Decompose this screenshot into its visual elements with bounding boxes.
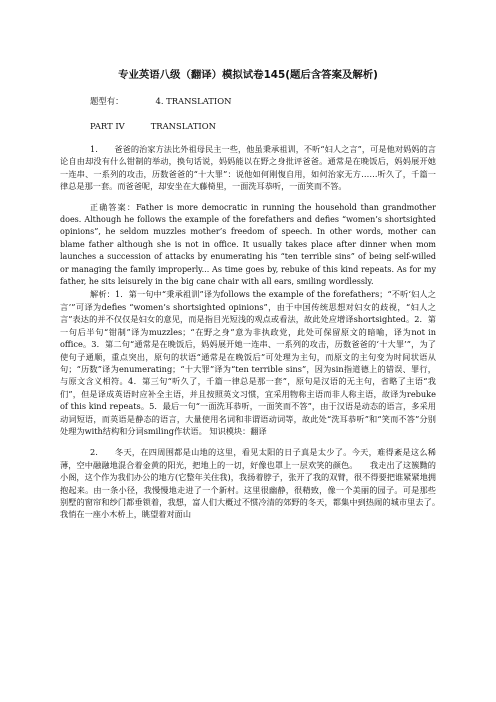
question-1-text: 1. 爸爸的治家方法比外祖母民主一些，他虽秉承祖训，不听“妇人之言”，可是他对妈妈的言论自由却没有什么钳制的举动，换句话说，妈妈能以在野之身批评爸爸。通常是在晚饭后，妈妈展开她一连串、一系列的攻击，历数爸爸的“十大罪”：说他如何刚愎自用，如何治家无方……听久了，千篇一律总是那一套。而爸爸呢，却安坐在大藤椅里，一面洗耳恭听，一面笑而不答。 <box>60 144 436 192</box>
question-type-line <box>90 95 436 107</box>
question-1-analysis: 解析：1．第一句中“秉承祖训”译为follows the example of the forefathers；“不听‘妇人之言’”可译为defies “women’s shortsighted opinions”，由于中国传统思想对妇女的歧视，“妇人之言”表达的并不仅仅是妇女的意见，而是指目光短浅的观点或看法，故此处应增译shortsighted。2．第一句后半句“钳制”译为muzzles；“在野之身”意为非执政党，此处可保留原文的暗喻，译为not in office。3．第二句“通常是在晚饭后，妈妈展开她一连串、一系列的攻击，历数爸爸的‘十大罪’”，为了使句子通顺，重点突出，原句的状语“通常是在晚饭后”可处理为主句，而原文的主句变为时间状语从句；“历数”译为enumerating；“十大罪”译为“ten terrible sins”，因为sin指道德上的错误、罪行，与原文含义相符。4．第三句“听久了，千篇一律总是那一套”，原句是汉语的无主句，省略了主语“我们”，但是译成英语时应补全主语，并且按照英文习惯，宜采用物称主语而非人称主语，故译为rebuke of this kind repeats。5．最后一句“一面洗耳恭听，一面笑而不答”，由于汉语是动态的语言，多采用动词短语，而英语是静态的语言，大量使用名词和非谓语动词等，故此处“洗耳恭听”和“笑而不答”分别处理为with结构和分词smiling作状语。 知识模块：翻译 <box>60 289 436 436</box>
question-type-value: 4. TRANSLATION <box>155 96 232 106</box>
page-title: 专业英语八级（翻译）模拟试卷145(题后含答案及解析) <box>118 69 378 81</box>
question-1-answer: 正确答案：Father is more democratic in running the household than grandmother does. Although he follows the example of the forefathers and defies “women’s shortsighted opinions”, he seldom muzzles mother’s freedom of speech. In other words, mother can blame father although she is not in office. It usually takes place after dinner when mom launches a succession of attacks by enumerating his “ten terrible sins” of being self-willed or managing the family improperly... As time goes by, rebuke of this kind repeats. As for my father, he sits leisurely in the big cane chair with all ears, smiling wordlessly. <box>60 202 436 287</box>
part-number: PART IV <box>90 121 125 131</box>
part-name: TRANSLATION <box>150 121 216 131</box>
part-heading <box>90 121 436 131</box>
question-type-label: 题型有： <box>90 96 124 106</box>
question-2-text: 2. 冬天，在四周围都是山地的这里，看见太阳的日子真是太少了。今天，难得紊是这么稀薄，空中融融地混合着金黄的阳光，把地上的一切，好像也罩上一层欢笑的颜色。 我走出了这簇黝的小阁，这个作为我们办公的地方(它整年关住我)，我扬着脖子，张开了我的双臂，很不得要把谁紧紧地拥抱起来。由一条小径，我慢慢地走进了一个新村。这里很幽静，很精致，像一个美丽的园子。可是那些别墅的窗帘和纱门都垂锁着，我想，富人们大概过不惯冷清的郊野的冬天，都集中到热闹的城市里去了。 我悄在一座小木桥上，眺望着对面山 <box>60 447 453 520</box>
